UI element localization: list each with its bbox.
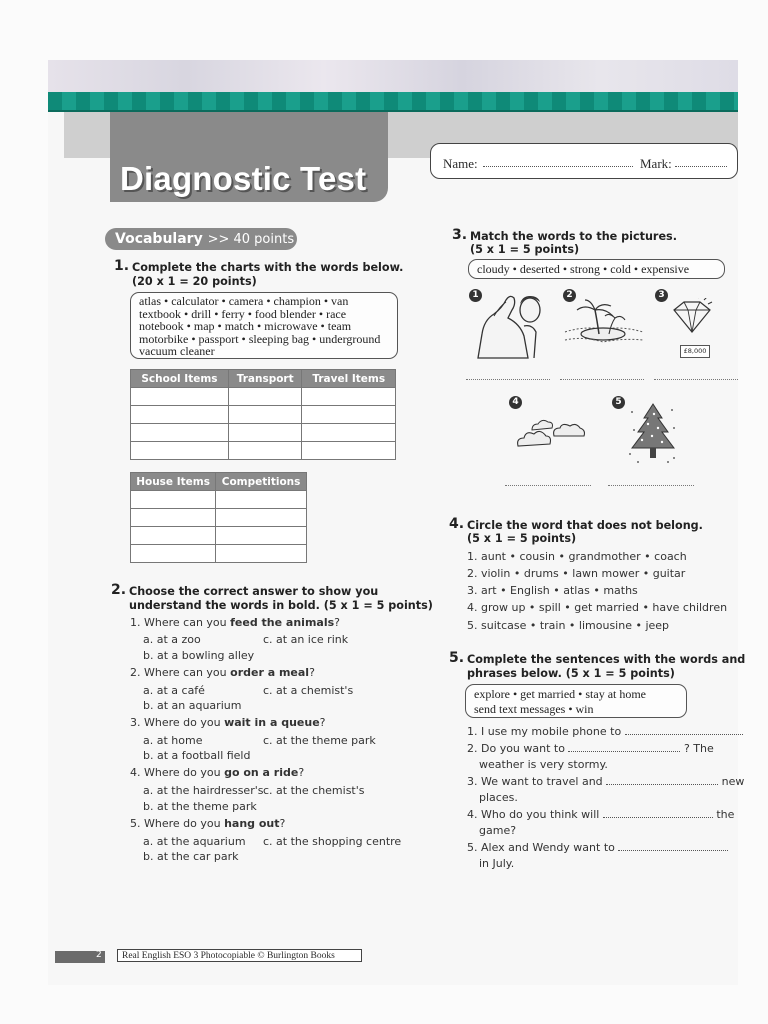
mark-field[interactable] [675,166,727,167]
table-cell[interactable] [228,388,302,406]
question-mark: ? [334,616,341,629]
answer-blank[interactable] [568,751,680,752]
q4-number: 4. [449,516,465,532]
table-header: School Items [131,370,229,388]
snowy-tree-picture [628,402,678,466]
sentence-text: 5. Alex and Wendy want to [467,841,615,854]
picture-number: 3 [655,289,668,302]
answer-line[interactable] [654,379,738,380]
page-number: 2 [96,950,102,960]
q5-sentence [467,742,714,755]
header-band [48,60,738,94]
answer-option[interactable]: b. at the car park [143,850,239,863]
diamond-picture [670,298,714,336]
sentence-text: ? The [683,742,714,755]
sentence-text: 1. I use my mobile phone to [467,725,622,738]
q4-item[interactable]: 2. violin • drums • lawn mower • guitar [467,567,686,580]
q3-number: 3. [452,227,468,243]
table-cell[interactable] [228,424,302,442]
question-number: 2. [130,666,141,679]
sentence-text: 2. Do you want to [467,742,565,755]
answer-option[interactable]: b. at a bowling alley [143,649,255,662]
answer-option[interactable]: a. at a zoo [143,633,201,646]
question-bold-phrase: go on a ride [224,766,299,779]
q5-number: 5. [449,650,465,666]
question-bold-phrase: wait in a queue [224,716,320,729]
answer-option[interactable]: a. at the hairdresser's [143,784,264,797]
table-cell[interactable] [131,545,216,563]
table-cell[interactable] [131,509,216,527]
question-mark: ? [319,716,326,729]
name-label: Name: [443,156,478,171]
q4-item[interactable]: 5. suitcase • train • limousine • jeep [467,619,670,632]
question-bold-phrase: hang out [224,817,280,830]
table-cell[interactable] [302,424,396,442]
question-mark: ? [279,817,286,830]
q1-table-2 [130,472,307,563]
mark-label: Mark: [640,156,672,171]
table-cell[interactable] [228,406,302,424]
q4-item[interactable]: 1. aunt • cousin • grandmother • coach [467,550,687,563]
table-cell[interactable] [302,406,396,424]
answer-option[interactable]: b. at the theme park [143,800,257,813]
sentence-text: places. [479,791,518,804]
question-text: Where do you [144,716,225,729]
sentence-text: weather is very stormy. [479,758,608,771]
question-text: Where can you [144,666,231,679]
question-bold-phrase: feed the animals [230,616,335,629]
q4-item[interactable]: 4. grow up • spill • get married • have children [467,601,728,614]
table-header: Travel Items [302,370,396,388]
table-cell[interactable] [131,491,216,509]
sentence-text: new [721,775,745,788]
q2-question [130,766,304,779]
answer-option[interactable]: c. at the shopping centre [263,835,402,848]
table-cell[interactable] [131,442,229,460]
q1-instruction: Complete the charts with the words below. [132,261,404,274]
q2-number: 2. [111,582,127,598]
answer-line[interactable] [505,485,591,486]
q5-sentence [467,841,728,854]
table-header: Competitions [216,473,307,491]
name-mark-box [430,143,738,179]
table-header: Transport [228,370,302,388]
picture-number: 5 [612,396,625,409]
q5-sentence [467,725,743,738]
q5-instruction-line2: phrases below. (5 x 1 = 5 points) [467,667,675,680]
q2-instruction-line2: understand the words in bold. (5 x 1 = 5 points) [129,599,433,612]
q1-number: 1. [114,258,130,274]
q5-instruction-line1: Complete the sentences with the words and [467,653,746,666]
answer-blank[interactable] [618,850,728,851]
picture-number: 2 [563,289,576,302]
answer-line[interactable] [608,485,694,486]
answer-line[interactable] [560,379,644,380]
q5-sentence [467,775,744,788]
q5-word-box [465,684,687,718]
answer-option[interactable]: c. at the chemist's [263,784,365,797]
table-cell[interactable] [216,509,307,527]
q5-words-line2: send text messages • win [474,702,594,716]
price-tag: £8,000 [680,345,710,358]
question-mark: ? [298,766,305,779]
table-cell[interactable] [302,442,396,460]
q4-points: (5 x 1 = 5 points) [467,532,577,545]
answer-option[interactable]: b. at a football field [143,749,251,762]
q3-instruction: Match the words to the pictures. [470,230,677,243]
sentence-text: 4. Who do you think will [467,808,600,821]
table-cell[interactable] [131,406,229,424]
q2-question [130,716,326,729]
question-text: Where do you [144,766,225,779]
answer-blank[interactable] [625,734,743,735]
answer-option[interactable]: c. at a chemist's [263,684,354,697]
sentence-text: in July. [479,857,515,870]
header-stripe [48,92,738,112]
table-cell[interactable] [228,442,302,460]
q1-table-1 [130,369,396,460]
vocabulary-section-label [105,228,297,250]
question-text: Where do you [144,817,225,830]
question-number: 1. [130,616,141,629]
footer-credit: Real English ESO 3 Photocopiable © Burlington Books [117,949,362,962]
strong-man-picture [476,292,552,360]
question-text: Where can you [144,616,231,629]
question-number: 4. [130,766,141,779]
question-number: 5. [130,817,141,830]
q5-sentence [467,808,734,821]
q2-question [130,666,315,679]
sentence-text: the [716,808,735,821]
q4-instruction: Circle the word that does not belong. [467,519,703,532]
question-bold-phrase: order a meal [230,666,310,679]
answer-option[interactable]: a. at the aquarium [143,835,246,848]
table-cell[interactable] [302,388,396,406]
table-cell[interactable] [131,424,229,442]
picture-number: 1 [469,289,482,302]
answer-blank[interactable] [606,784,718,785]
answer-option[interactable]: c. at an ice rink [263,633,349,646]
answer-option[interactable]: a. at home [143,734,203,747]
table-cell[interactable] [216,545,307,563]
answer-option[interactable]: b. at an aquarium [143,699,242,712]
answer-line[interactable] [466,379,550,380]
picture-number: 4 [509,396,522,409]
q4-item[interactable]: 3. art • English • atlas • maths [467,584,638,597]
question-mark: ? [309,666,315,679]
answer-option[interactable]: a. at a café [143,684,205,697]
q2-question [130,817,285,830]
table-cell[interactable] [216,527,307,545]
table-cell[interactable] [216,491,307,509]
q1-word-box: atlas • calculator • camera • champion • van textbook • drill • ferry • food blender • race notebook • map • match • microwave • team motorbike • passport • sleeping bag • underground vacuum cleaner [130,292,398,359]
page-title: Diagnostic Test [120,160,367,197]
table-header: House Items [131,473,216,491]
q3-word-box: cloudy • deserted • strong • cold • expensive [468,259,725,279]
sentence-text: game? [479,824,517,837]
name-field[interactable] [483,166,633,167]
question-number: 3. [130,716,141,729]
q2-question [130,616,340,629]
clouds-picture [514,418,588,450]
table-cell[interactable] [131,388,229,406]
answer-option[interactable]: c. at the theme park [263,734,376,747]
q5-words-line1: explore • get married • stay at home [474,687,647,701]
vocabulary-label: Vocabulary [115,231,203,247]
answer-blank[interactable] [603,817,713,818]
table-cell[interactable] [131,527,216,545]
deserted-island-picture [563,296,645,346]
q2-instruction-line1: Choose the correct answer to show you [129,585,379,598]
sentence-text: 3. We want to travel and [467,775,603,788]
q1-points: (20 x 1 = 20 points) [132,275,257,288]
q3-points: (5 x 1 = 5 points) [470,243,580,256]
vocabulary-points: >> 40 points [207,232,295,247]
